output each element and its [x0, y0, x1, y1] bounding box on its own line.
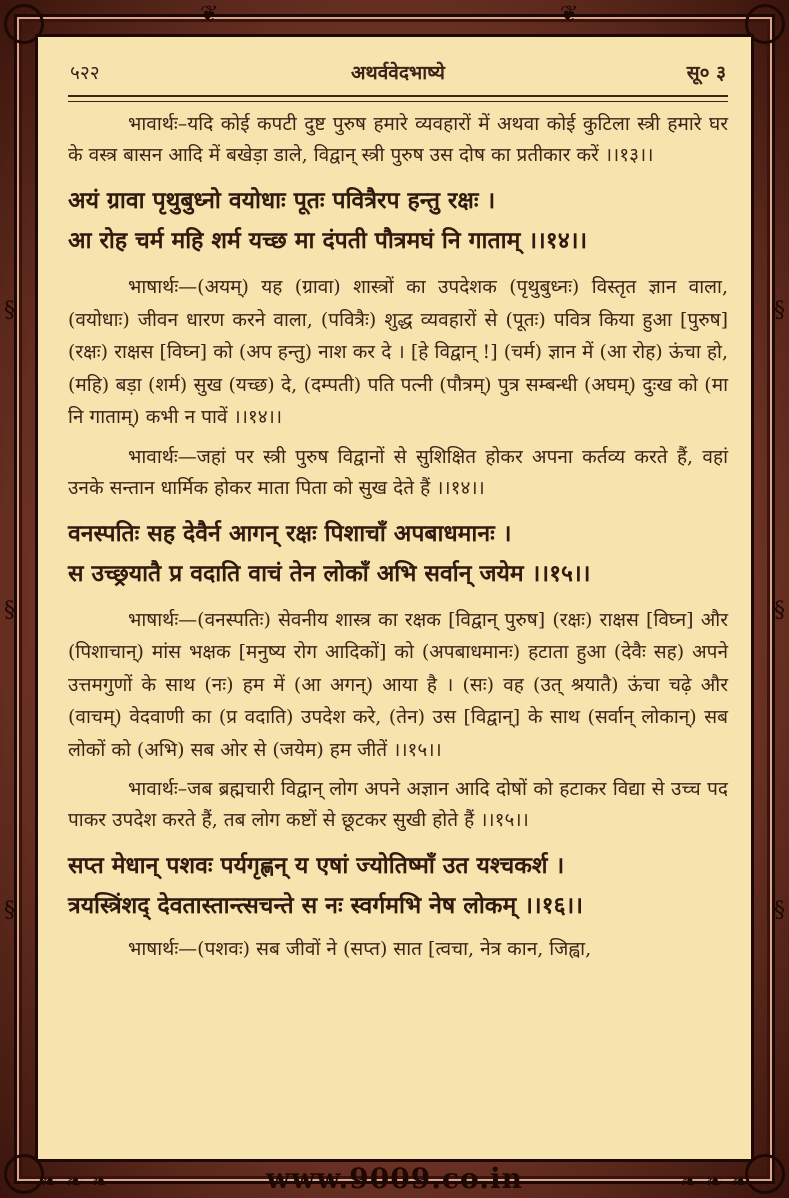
mantra-14-line-1: अयं ग्रावा पृथुबुध्नो वयोधाः पूतः पवित्रैरप हन्तु रक्षः । — [68, 187, 496, 214]
bhasharth-16: भाषार्थः—(पशवः) सब जीवों ने (सप्त) सात [त्वचा, नेत्र कान, जिह्वा, — [128, 938, 592, 960]
book-title: अथर्ववेदभाष्ये — [351, 62, 445, 84]
bhasharth-14: भाषार्थः—(अयम्) यह (ग्रावा) शास्त्रों का उपदेशक (पृथुबुध्नः) विस्तृत ज्ञान वाला, (वयोधाः) जीवन धारण करने वाला, (पवित्रैः) शुद्ध व्यवहारों से (पूतः) पवित्र किया हुआ [पुरुष] (रक्षः) राक्षस [विघ्न] को (अप हन्तु) नाश कर दे । [हे विद्वान् !] (चर्म) ज्ञान में (आ रोह) ऊंचा हो, (महि) बड़ा (शर्म) सुख (यच्छ) दे, (दम्पती) पति पत्नी (पौत्रम्) पुत्र सम्बन्धी (अघम्) दुःख को (मा नि गाताम्) कभी न पावें ।।१४।। — [68, 276, 728, 428]
side-ornament-icon: § — [4, 298, 15, 323]
mantra-16-line-2: त्रयस्त्रिंशद् देवतास्तान्त्सचन्ते स नः स्वर्गमभि नेष लोकम् ।।१६।। — [68, 892, 583, 919]
mantra-16-line-1: सप्त मेधान् पशवः पर्यगृह्णन् य एषां ज्योतिष्माँ उत यश्चकर्श । — [68, 852, 565, 879]
page-number: ५२२ — [70, 62, 100, 84]
side-ornament-icon: § — [4, 898, 15, 923]
mantra-14-line-2: आ रोह चर्म महि शर्म यच्छ मा दंपती पौत्रमघं नि गाताम् ।।१४।। — [68, 227, 588, 254]
side-ornament-icon: § — [774, 898, 785, 923]
page-header — [70, 59, 726, 89]
mantra-15-line-2: स उच्छ्रयातै प्र वदाति वाचं तेन लोकाँ अभि सर्वान् जयेम ।।१५।। — [68, 559, 591, 587]
top-ornament-icon: ❦ — [560, 2, 579, 27]
side-ornament-icon: § — [774, 298, 785, 323]
header-rule — [68, 95, 728, 102]
side-ornament-icon: § — [774, 598, 785, 623]
bhavartha-14: भावार्थः—जहां पर स्त्री पुरुष विद्वानों से सुशिक्षित होकर अपना कर्तव्य करते हैं, वहां उनके सन्तान धार्मिक होकर माता पिता को सुख देते हैं ।।१४।। — [68, 445, 728, 499]
footer-ornament-icon: ❧ ❧ ❧ — [679, 1170, 749, 1195]
bhavartha-15: भावार्थः–जब ब्रह्मचारी विद्वान् लोग अपने अज्ञान आदि दोषों को हटाकर विद्या से उच्च पद पाकर उपदेश करते हैं, तब लोग कष्टों से छूटकर सुखी होते हैं ।।१५।। — [68, 778, 728, 831]
footer-ornament-icon: ❧ ❧ ❧ — [40, 1170, 110, 1195]
side-ornament-icon: § — [4, 598, 15, 623]
website-url[interactable]: www.9009.co.in — [266, 1162, 523, 1195]
page-content — [68, 103, 728, 965]
bhavartha-13: भावार्थः–यदि कोई कपटी दुष्ट पुरुष हमारे व्यवहारों में अथवा कोई कुटिला स्त्री हमारे घर के वस्त्र बासन आदि में बखेड़ा डाले, विद्वान् स्त्री पुरुष उस दोष का प्रतीकार करें ।।१३।। — [68, 113, 728, 166]
bhasharth-15: भाषार्थः—(वनस्पतिः) सेवनीय शास्त्र का रक्षक [विद्वान् पुरुष] (रक्षः) राक्षस [विघ्न] और (पिशाचान्) मांस भक्षक [मनुष्य रोग आदिकों] को (अपबाधमानः) हटाता हुआ (देवैः सह) अपने उत्तमगुणों के साथ (नः) हम में (आ अगन्) आया है । (सः) वह (उत् श्रयातै) ऊंचा चढ़े और (वाचम्) वेदवाणी का (प्र वदाति) उपदेश करे, (तेन) उस [विद्वान्] के साथ (सर्वान् लोकान्) सब लोकों को (अभि) सब ओर से (जयेम) हम जीतें ।।१५।। — [68, 608, 728, 761]
top-ornament-icon: ❦ — [200, 2, 219, 27]
book-page — [35, 34, 754, 1162]
mantra-15-line-1: वनस्पतिः सह देवैर्न आगन् रक्षः पिशाचाँ अपबाधमानः । — [68, 519, 512, 547]
section-number: सू० ३ — [686, 62, 726, 84]
